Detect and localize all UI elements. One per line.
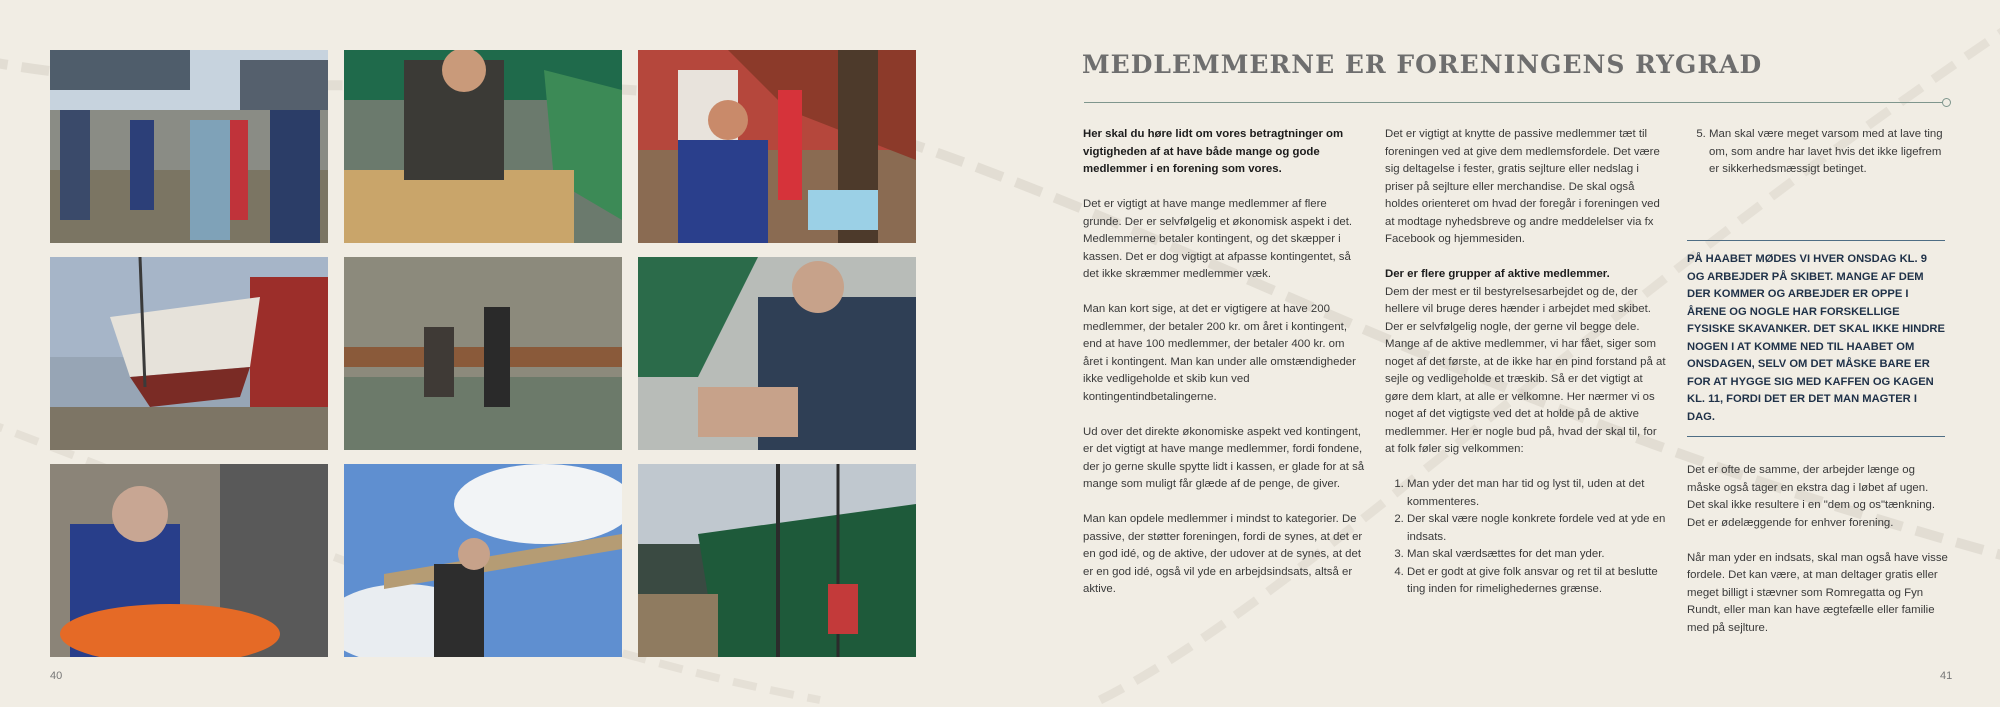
photo-ship-deck	[638, 464, 916, 657]
page-title: MEDLEMMERNE ER FORENINGENS RYGRAD	[1082, 50, 1763, 79]
paragraph: Det er vigtigt at knytte de passive medlemmer tæt til foreningen ved at give dem medlemsfordele. Det være sig deltagelse i fester, gratis sejlture eller nedslag i priser på sejlture eller merchandise. De skal også holdes orienteret om hvad der foregår i foreningen ved at modtage nyhedsbreve og andre meddelelser via fx Facebook og hjemmesiden.	[1385, 128, 1660, 245]
paragraph: Når man yder en indsats, skal man også have visse fordele. Det kan være, at man deltager gratis eller meget billigt i stævner som Romregatta og Fyn Rundt, eller man kan have ægtefælle eller familie med på sejlture.	[1687, 551, 1948, 634]
text-column-3-lower	[1687, 462, 1949, 655]
photo-tools-closeup	[344, 257, 622, 450]
text-column-3	[1687, 126, 1949, 196]
numbered-list-continued	[1687, 126, 1949, 179]
paragraph: Det er vigtigt at have mange medlemmer af flere grunde. Der er selvfølgelig et økonomisk aspekt i det. Medlemmerne betaler kontingent, og det skæpper i kassen. Det er dog vigtigt at afpasse kontingentet, så det ikke skræmmer medlemmer væk.	[1083, 198, 1353, 280]
page-number-right: 41	[1940, 670, 1953, 682]
paragraph: Man kan opdele medlemmer i mindst to kategorier. De passive, der støtter foreningen, fordi de synes, at det er en god idé, og de aktive, der udover at de synes, at det er en god idé, også vil yde en arbejdsindsats, altså er aktive.	[1083, 513, 1363, 595]
paragraph: Det er ofte de samme, der arbejder længe og måske også tager en ekstra dag i løbet af ugen. Det skal ikke resultere i en "dem og os"tænkning. Det er ødelæggende for enhver forening.	[1687, 464, 1936, 529]
photo-carrying-plank	[344, 464, 622, 657]
numbered-list	[1385, 476, 1667, 599]
photo-rigging-work	[638, 257, 916, 450]
photo-grid	[50, 50, 916, 657]
list-item: 4. Det er godt at give folk ansvar og ret til at beslutte ting inden for rimelighedernes grænse.	[1407, 564, 1667, 599]
paragraph: Man kan kort sige, at det er vigtigere at have 200 medlemmer, der betaler 200 kr. om året i kontingent, end at have 100 medlemmer, der betaler 400 kr. om året i kontingent. Man kan under alle omstændigheder ikke vedligeholde et skib kun ved kontingentindbetalingerne.	[1083, 303, 1356, 403]
photo-ship-on-slip	[50, 257, 328, 450]
list-item: 2. Der skal være nogle konkrete fordele ved at yde en indsats.	[1407, 511, 1667, 546]
photo-woodworking	[344, 50, 622, 243]
list-item: 5. Man skal være meget varsom med at lave ting om, som andre har lavet hvis det ikke ligefrem er sikkerhedsmæssigt betinget.	[1709, 126, 1949, 179]
list-item: 1. Man yder det man har tid og lyst til, uden at det kommenteres.	[1407, 476, 1667, 511]
photo-painting-workshop	[638, 50, 916, 243]
title-rule-dot	[1942, 98, 1951, 107]
paragraph: Ud over det direkte økonomiske aspekt ved kontingent, er det vigtigt at have mange medlemmer, fordi fondene, der jo gerne skulle spytte lidt i kassen, er glade for at så mange som muligt får glæde af de penge, de giver.	[1083, 425, 1365, 490]
text-column-2	[1385, 126, 1667, 616]
photo-group-in-yard	[50, 50, 328, 243]
subheading: Der er flere grupper af aktive medlemmer.	[1385, 268, 1610, 280]
list-item: 3. Man skal værdsættes for det man yder.	[1407, 546, 1667, 564]
page-number-left: 40	[50, 670, 63, 682]
photo-sewing-sail	[50, 464, 328, 657]
callout-box: PÅ HAABET MØDES VI HVER ONSDAG KL. 9 OG ARBEJDER PÅ SKIBET. MANGE AF DEM DER KOMMER OG ARBEJDER ER OPPE I ÅRENE OG NOGLE HAR FORSKELLIGE FYSISKE SKAVANKER. DET SKAL IKKE HINDRE NOGEN I AT KOMME NED TIL HAABET OM ONSDAGEN, SELV OM DET MÅSKE BARE ER FOR AT HYGGE SIG MED KAFFEN OG KAGEN KL. 11, FORDI DET ER DET MAN MAGTER I DAG.	[1687, 240, 1945, 437]
title-rule	[1084, 102, 1946, 103]
lead-paragraph: Her skal du høre lidt om vores betragtninger om vigtigheden af at have både mange og gode medlemmer i en forening som vores.	[1083, 128, 1344, 175]
paragraph-text: Dem der mest er til bestyrelsesarbejdet og de, der hellere vil bruge deres hænder i arbejdet med skibet. Der er selvfølgelig nogle, der gerne vil begge dele. Mange af de aktive medlemmer, vi har fået, siger som noget af det første, at de ikke har en pind forstand på at sejle og vedligeholde et træskib. Så er det vigtigt at gøre dem klart, at alle er velkomne. Her nærmer vi os noget af det vigtigste ved det at holde på de aktive medlemmer. Her er nogle bud på, hvad der skal til, for at folk føler sig velkommen:	[1385, 285, 1666, 455]
text-column-1	[1083, 126, 1365, 616]
paragraph-with-subhead	[1385, 266, 1667, 459]
